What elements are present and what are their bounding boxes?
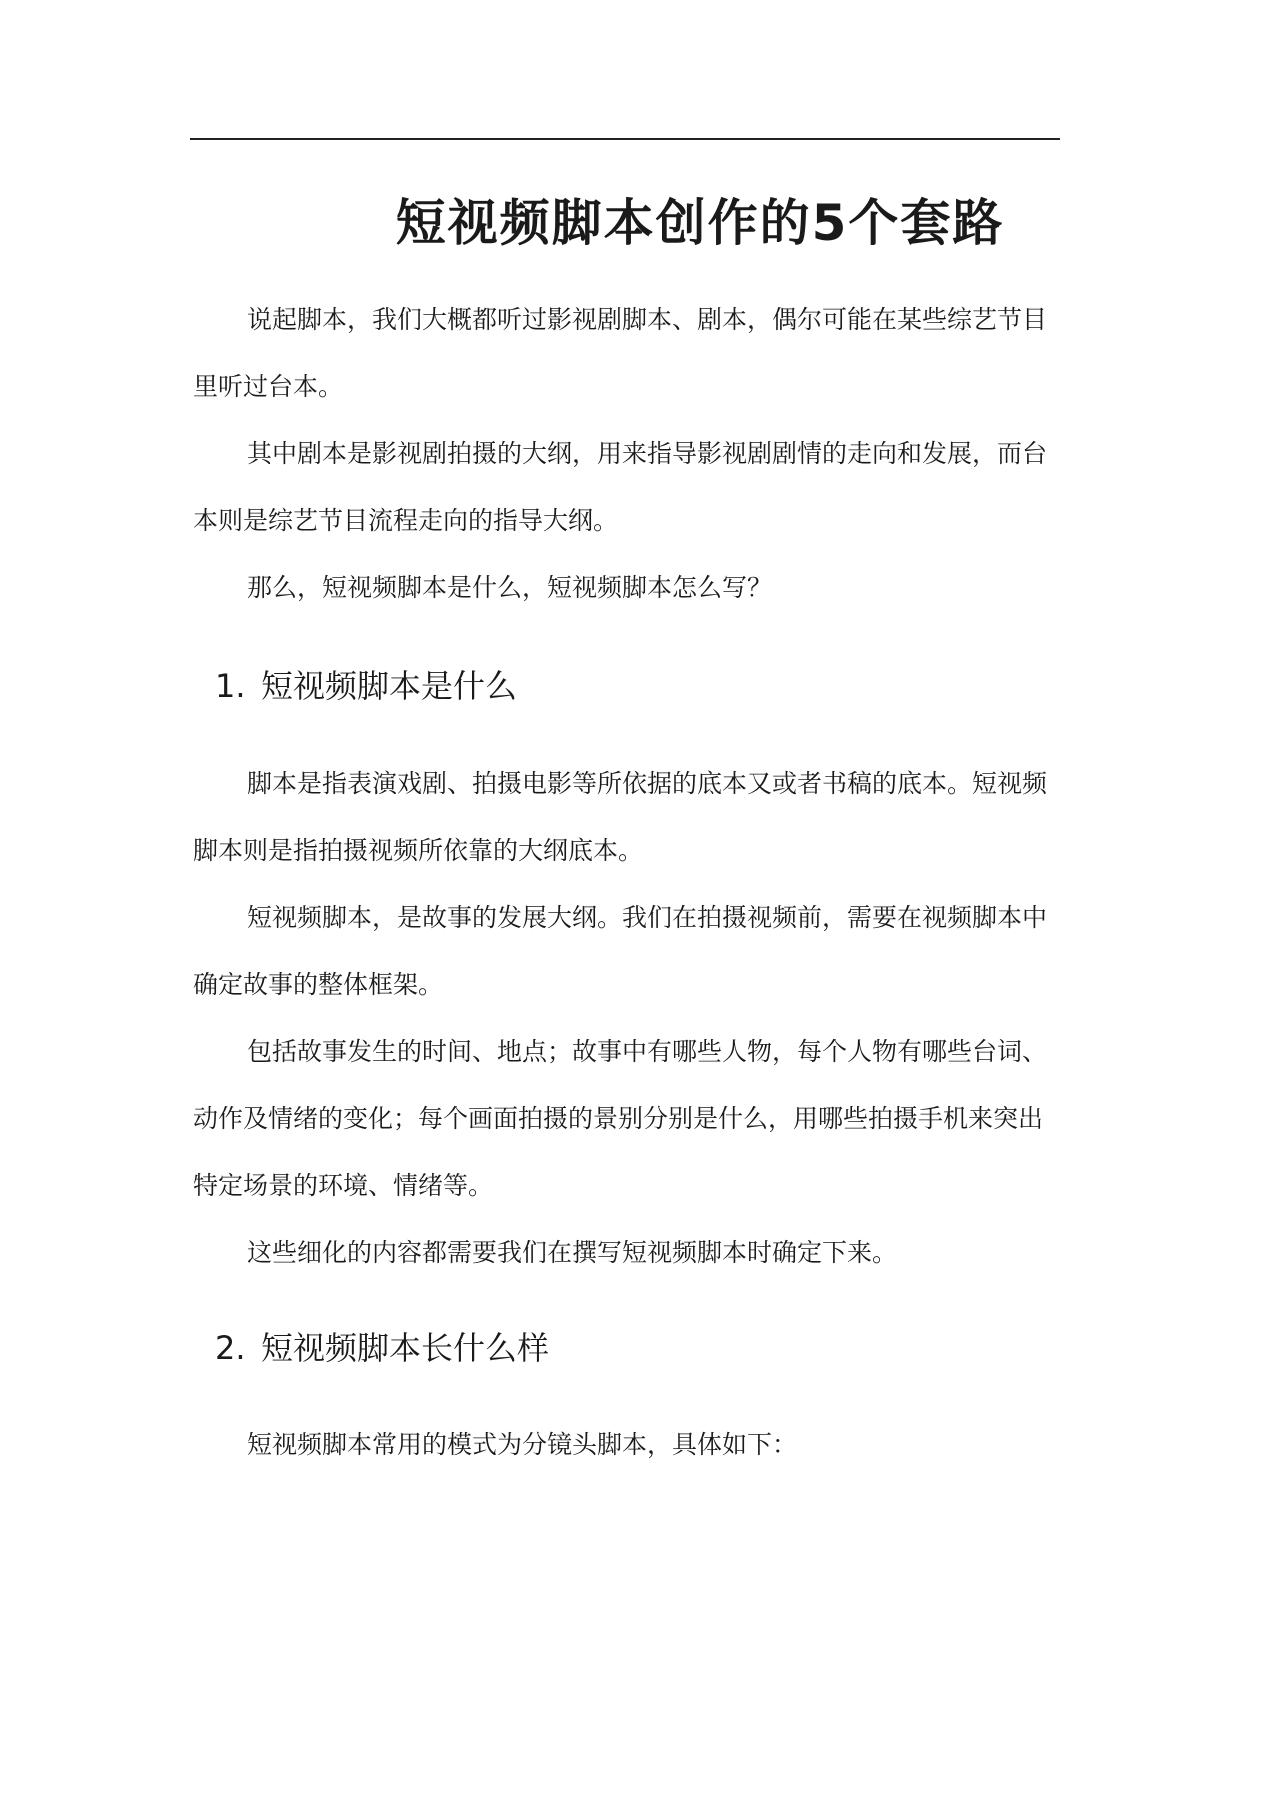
paragraph-line: 短视频脚本，是故事的发展大纲。我们在拍摄视频前，需要在视频脚本中	[247, 903, 1048, 932]
paragraph-line: 本则是综艺节目流程走向的指导大纲。	[193, 506, 619, 535]
paragraph-line: 里听过台本。	[193, 372, 344, 401]
header-rule	[190, 138, 1060, 140]
section-1-paragraph-1	[193, 750, 1083, 884]
paragraph-line: 说起脚本，我们大概都听过影视剧脚本、剧本，偶尔可能在某些综艺节目	[247, 305, 1048, 334]
section-title: 短视频脚本长什么样	[261, 1329, 550, 1367]
paragraph-line: 动作及情绪的变化；每个画面拍摄的景别分别是什么，用哪些拍摄手机来突出	[193, 1104, 1044, 1133]
paragraph-line: 确定故事的整体框架。	[193, 970, 444, 999]
paragraph-line: 这些细化的内容都需要我们在撰写短视频脚本时确定下来。	[247, 1238, 898, 1267]
intro-paragraph-2	[193, 420, 1083, 554]
intro-paragraph-3	[193, 554, 1083, 621]
section-2-heading	[215, 1326, 549, 1370]
section-number: 2.	[215, 1329, 246, 1367]
paragraph-line: 脚本是指表演戏剧、拍摄电影等所依据的底本又或者书稿的底本。短视频	[247, 769, 1048, 798]
section-1-heading	[215, 664, 517, 708]
section-2-body	[193, 1411, 1083, 1478]
intro-block	[193, 286, 1083, 621]
section-1-paragraph-2	[193, 884, 1083, 1018]
section-1-paragraph-3	[193, 1018, 1083, 1219]
paragraph-line: 那么，短视频脚本是什么，短视频脚本怎么写？	[247, 573, 773, 602]
document-title: 短视频脚本创作的5个套路	[395, 194, 1005, 252]
section-2-paragraph-1	[193, 1411, 1083, 1478]
paragraph-line: 其中剧本是影视剧拍摄的大纲，用来指导影视剧剧情的走向和发展，而台	[247, 439, 1048, 468]
section-title: 短视频脚本是什么	[261, 667, 518, 705]
paragraph-line: 特定场景的环境、情绪等。	[193, 1171, 494, 1200]
section-1-paragraph-4	[193, 1219, 1083, 1286]
paragraph-line: 短视频脚本常用的模式为分镜头脚本，具体如下：	[247, 1430, 798, 1459]
intro-paragraph-1	[193, 286, 1083, 420]
section-number: 1.	[215, 667, 246, 705]
paragraph-line: 包括故事发生的时间、地点；故事中有哪些人物，每个人物有哪些台词、	[247, 1037, 1048, 1066]
paragraph-line: 脚本则是指拍摄视频所依靠的大纲底本。	[193, 836, 644, 865]
section-1-body	[193, 750, 1083, 1286]
